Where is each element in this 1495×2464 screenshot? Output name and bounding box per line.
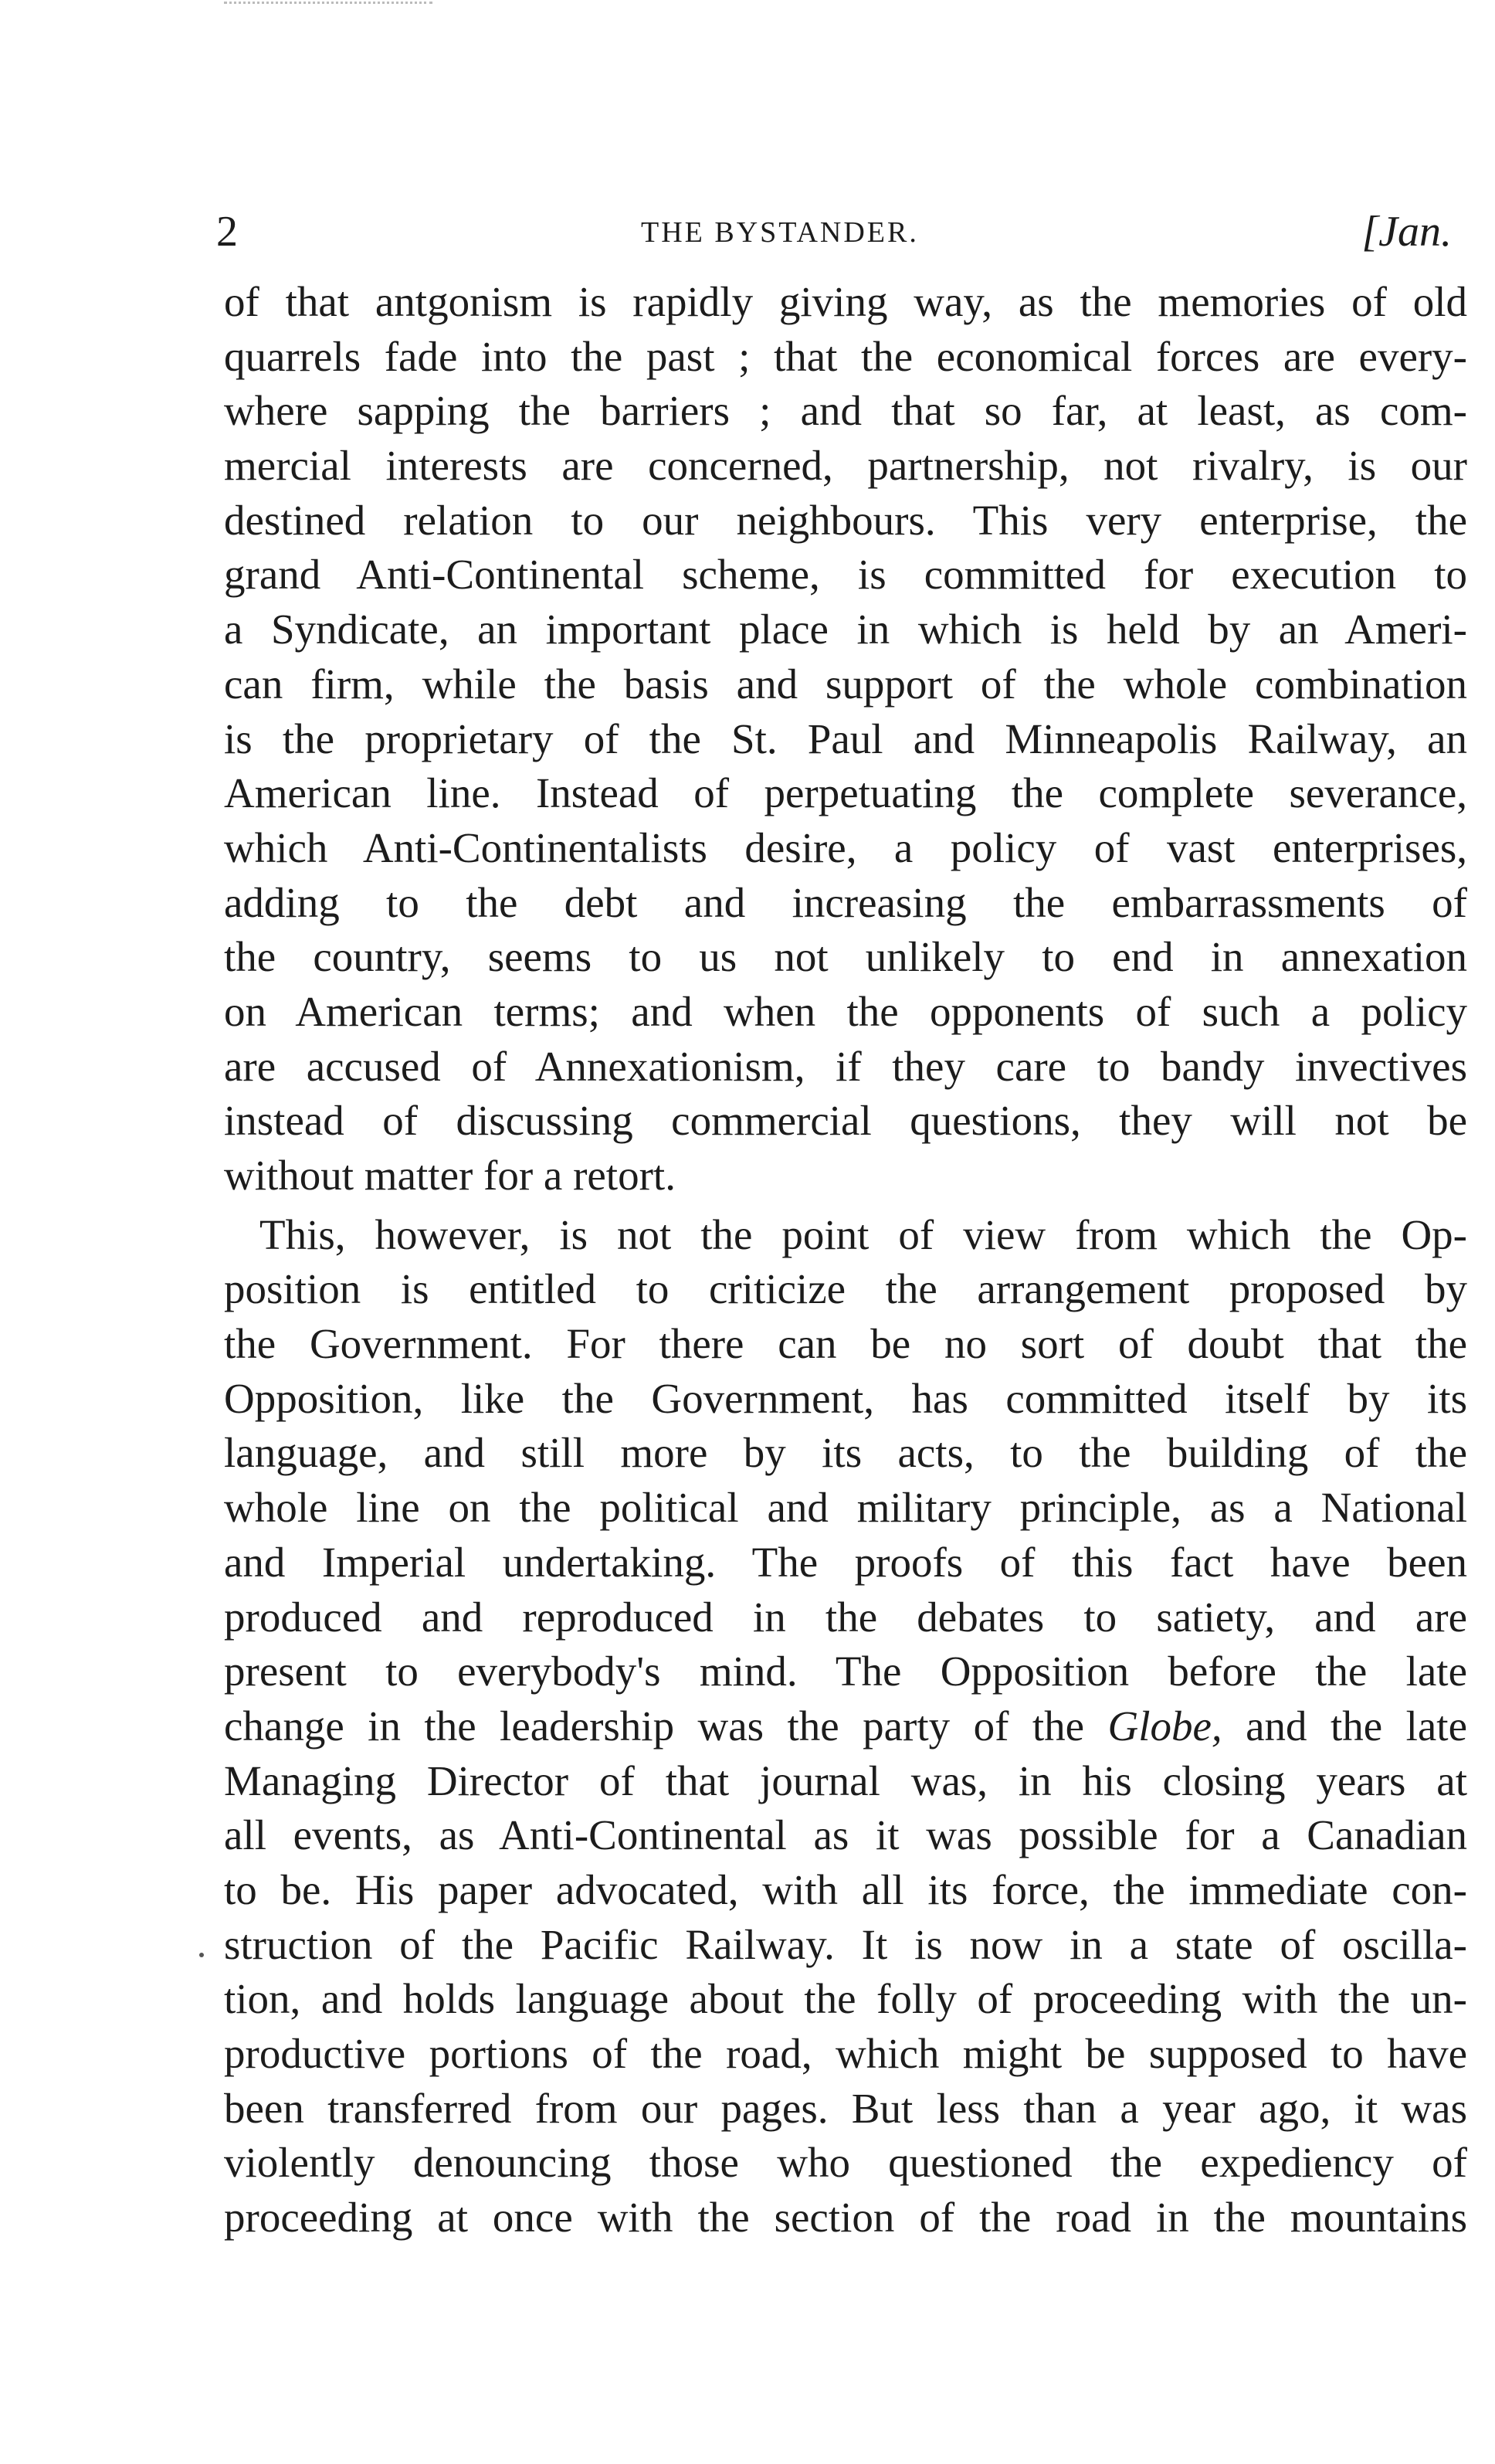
- section-mark: [Jan.: [1361, 208, 1452, 256]
- text-line: proceeding at once with the section of the road in the mountains: [224, 2194, 1467, 2242]
- text-line: This, however, is not the point of view from which the Op-: [259, 1210, 1467, 1258]
- text-line: without matter for a retort.: [224, 1152, 676, 1199]
- scan-artifact-top: [224, 2, 432, 7]
- text-line: American line. Instead of perpetuating the complete severance,: [224, 769, 1467, 817]
- text-line: and Imperial undertaking. The proofs of this fact have been: [224, 1538, 1467, 1586]
- text-line: on American terms; and when the opponents of such a policy: [224, 987, 1467, 1035]
- text-line: position is entitled to criticize the arrangement proposed by: [224, 1265, 1467, 1313]
- text-line: all events, as Anti-Continental as it was possible for a Canadian: [224, 1811, 1467, 1859]
- text-line: produced and reproduced in the debates to satiety, and are: [224, 1593, 1467, 1641]
- text-line: instead of discussing commercial questions, they will not be: [224, 1097, 1467, 1145]
- text-line: the Government. For there can be no sort of doubt that the: [224, 1320, 1467, 1368]
- paragraph-1: [224, 275, 1467, 1203]
- paragraph-2: [224, 1208, 1467, 2245]
- text-line: Opposition, like the Government, has committed itself by its: [224, 1374, 1467, 1422]
- text-fragment: change in the leadership was the party of the: [224, 1702, 1108, 1750]
- text-line: which Anti-Continentalists desire, a policy of vast enterprises,: [224, 823, 1467, 871]
- text-line: are accused of Annexationism, if they care to bandy invectives: [224, 1042, 1467, 1090]
- text-line: been transferred from our pages. But less than a year ago, it was: [224, 2084, 1467, 2132]
- text-line: struction of the Pacific Railway. It is now in a state of oscilla-: [224, 1920, 1467, 1968]
- text-line: tion, and holds language about the folly of proceeding with the un-: [224, 1975, 1467, 2023]
- text-line: is the proprietary of the St. Paul and Minneapolis Railway, an: [224, 714, 1467, 762]
- text-line: present to everybody's mind. The Opposition before the late: [224, 1648, 1467, 1695]
- text-line: where sapping the barriers ; and that so far, at least, as com-: [224, 387, 1467, 435]
- text-line: to be. His paper advocated, with all its force, the immediate con-: [224, 1865, 1467, 1913]
- text-line: of that antgonism is rapidly giving way, as the memories of old: [224, 278, 1467, 325]
- text-line: a Syndicate, an important place in which is held by an Ameri-: [224, 606, 1467, 653]
- page-number: 2: [216, 208, 238, 256]
- text-line: productive portions of the road, which might be supposed to have: [224, 2030, 1467, 2077]
- text-fragment: and the late: [1222, 1702, 1467, 1750]
- text-line: Managing Director of that journal was, in his closing years at: [224, 1756, 1467, 1804]
- text-line: can firm, while the basis and support of the whole combination: [224, 660, 1467, 708]
- newspaper-title-globe: Globe,: [1107, 1702, 1222, 1750]
- text-line: grand Anti-Continental scheme, is committed for execution to: [224, 551, 1467, 599]
- text-line: destined relation to our neighbours. This very enterprise, the: [224, 496, 1467, 544]
- text-line: language, and still more by its acts, to the building of the: [224, 1429, 1467, 1477]
- text-line: quarrels fade into the past ; that the economical forces are every-: [224, 332, 1467, 380]
- scan-speck: [199, 1953, 204, 1957]
- text-line: whole line on the political and military principle, as a National: [224, 1484, 1467, 1532]
- text-line: adding to the debt and increasing the embarrassments of: [224, 878, 1467, 926]
- running-head: THE BYSTANDER.: [641, 216, 919, 249]
- text-line: mercial interests are concerned, partnership, not rivalry, is our: [224, 442, 1467, 490]
- text-line: the country, seems to us not unlikely to end in annexation: [224, 933, 1467, 981]
- text-line: violently denouncing those who questioned the expediency of: [224, 2139, 1467, 2187]
- text-line-globe: [224, 1699, 1467, 1754]
- body-text: [224, 275, 1467, 2245]
- page-header: [208, 210, 1475, 264]
